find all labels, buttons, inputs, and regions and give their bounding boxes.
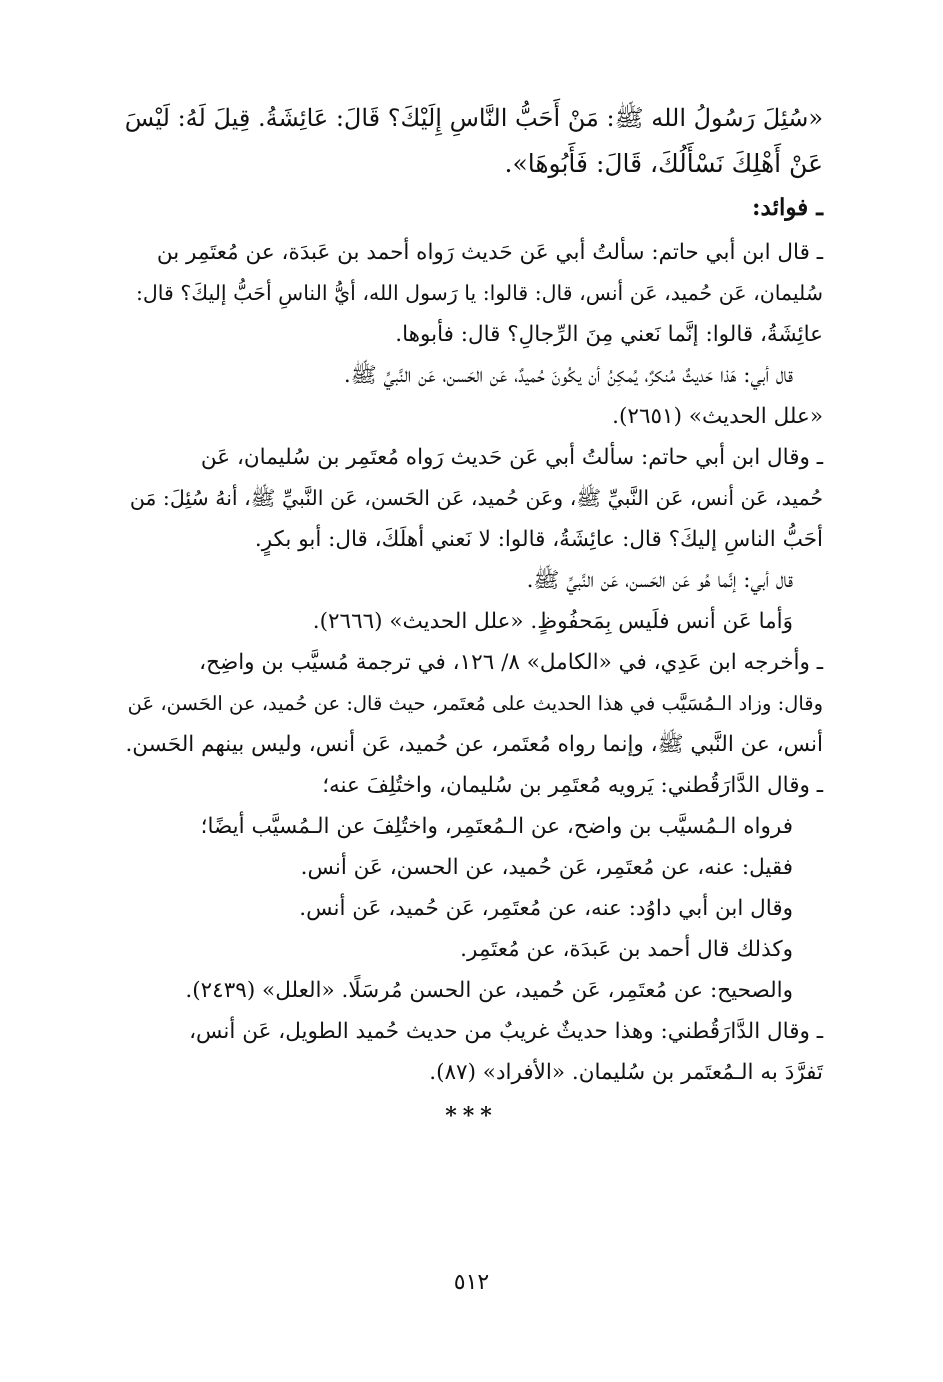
body-line: ـ وأخرجه ابن عَدِي، في «الكامل» ٨/ ١٢٦، في ترجمة مُسيَّب بن واضِح، [199, 650, 823, 675]
body-line: وقال: وزاد الـمُسَيَّب في هذا الحديث على مُعتَمر، حيث قال: عن حُميد، عن الحَسن، عَن [127, 692, 823, 715]
body-line: قال أبي: هَذا حَديثٌ مُنكرٌ، يُمكِنُ أن يكُونَ حُميدٌ، عَن الحَسن، عَن النَّبيِّ ﷺ. [343, 363, 793, 388]
body-line: وكذلك قال أحمد بن عَبدَة، عن مُعتَمِر. [460, 937, 793, 962]
body-line: عائِشَةُ، قالوا: إنَّما نَعني مِنَ الرِّجالِ؟ قال: فأبوها. [395, 322, 823, 347]
body-line: فرواه الـمُسيَّب بن واضح، عن الـمُعتَمِر، واختُلِفَ عن الـمُسيَّب أيضًا؛ [200, 814, 793, 839]
body-text [120, 232, 823, 1093]
body-line: سُليمان، عَن حُميد، عَن أنس، قال: قالوا: يا رَسول الله، أيُّ الناسِ أحَبُّ إليكَ؟ قال: [135, 281, 823, 305]
hadith-line-2: عَنْ أَهْلِكَ نَسْأَلُكَ، قَالَ: فَأَبُوهَا». [504, 149, 823, 178]
body-line: فقيل: عنه، عن مُعتَمِر، عَن حُميد، عن الحسن، عَن أنس. [300, 855, 793, 880]
hadith-block [120, 96, 823, 186]
body-line: ـ وقال الدَّارَقُطني: وهذا حديثٌ غريبٌ من حديث حُميد الطويل، عَن أنس، [189, 1019, 823, 1044]
body-line: ـ قال ابن أبي حاتم: سألتُ أبي عَن حَديث رَواه أحمد بن عَبدَة، عن مُعتَمِر بن [156, 240, 823, 265]
body-line: «علل الحديث» (٢٦٥١). [612, 404, 823, 429]
body-line: حُميد، عَن أنس، عَن النَّبيِّ ﷺ، وعَن حُميد، عَن الحَسن، عَن النَّبيِّ ﷺ، أنهُ سُئِلَ: مَن [129, 486, 823, 510]
body-line: وقال ابن أبي داوُد: عنه، عن مُعتَمِر، عَن حُميد، عَن أنس. [299, 896, 793, 921]
body-line: أنس، عن النَّبي ﷺ، وإنما رواه مُعتَمر، عن حُميد، عَن أنس، وليس بينهم الحَسن. [125, 732, 823, 757]
section-title: ـ فوائد: [752, 194, 823, 221]
page-number: ٥١٢ [453, 1270, 490, 1295]
body-line: قال أبي: إنَّما هُو عَن الحَسن، عَن النَّبيِّ ﷺ. [526, 568, 793, 593]
hadith-line-1: «سُئِلَ رَسُولُ الله ﷺ: مَنْ أَحَبُّ النَّاسِ إِلَيْكَ؟ قَالَ: عَائِشَةُ. قِيلَ لَهُ: لَيْسَ [124, 104, 823, 132]
body-line: ـ وقال ابن أبي حاتم: سألتُ أبي عَن حَديث رَواه مُعتَمِر بن سُليمان، عَن [200, 445, 823, 470]
body-line: تَفرَّدَ به الـمُعتَمر بن سُليمان. «الأفراد» (٨٧). [429, 1060, 823, 1085]
section-separator: *** [445, 1103, 498, 1129]
body-line: ـ وقال الدَّارَقُطني: يَرويه مُعتَمِر بن سُليمان، واختُلِفَ عنه؛ [322, 773, 823, 798]
body-line: وَأما عَن أنس فلَيس بِمَحفُوظٍ. «علل الحديث» (٢٦٦٦). [312, 609, 793, 634]
body-line: أحَبُّ الناسِ إليكَ؟ قال: عائِشَةُ، قالوا: لا نَعني أهلَكَ، قال: أبو بكرٍ. [254, 527, 823, 552]
body-line: والصحيح: عن مُعتَمِر، عَن حُميد، عن الحسن مُرسَلًا. «العلل» (٢٤٣٩). [185, 978, 793, 1003]
